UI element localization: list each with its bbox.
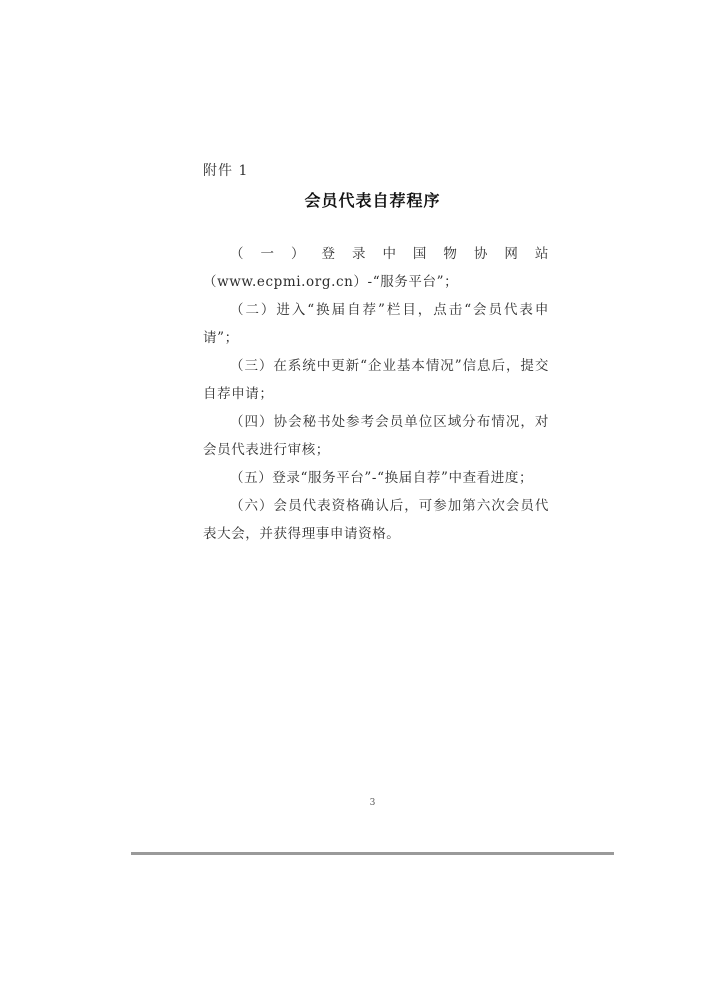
document-body — [203, 240, 549, 548]
procedure-step-2: （二）进入“换届自荐”栏目，点击“会员代表申请”； — [203, 302, 549, 346]
page-number: 3 — [369, 798, 376, 808]
procedure-step-1: （一）登录中国物协网站（www.ecpmi.org.cn）-“服务平台”； — [203, 246, 549, 290]
document-title: 会员代表自荐程序 — [304, 191, 441, 210]
procedure-step-6: （六）会员代表资格确认后，可参加第六次会员代表大会，并获得理事申请资格。 — [203, 498, 549, 542]
footer-divider — [131, 852, 614, 855]
attachment-label: 附件 1 — [203, 163, 249, 179]
procedure-step-5: （五）登录“服务平台”-“换届自荐”中查看进度； — [230, 470, 534, 486]
procedure-step-4: （四）协会秘书处参考会员单位区域分布情况，对会员代表进行审核； — [203, 414, 549, 458]
procedure-step-3: （三）在系统中更新“企业基本情况”信息后，提交自荐申请； — [203, 358, 549, 402]
